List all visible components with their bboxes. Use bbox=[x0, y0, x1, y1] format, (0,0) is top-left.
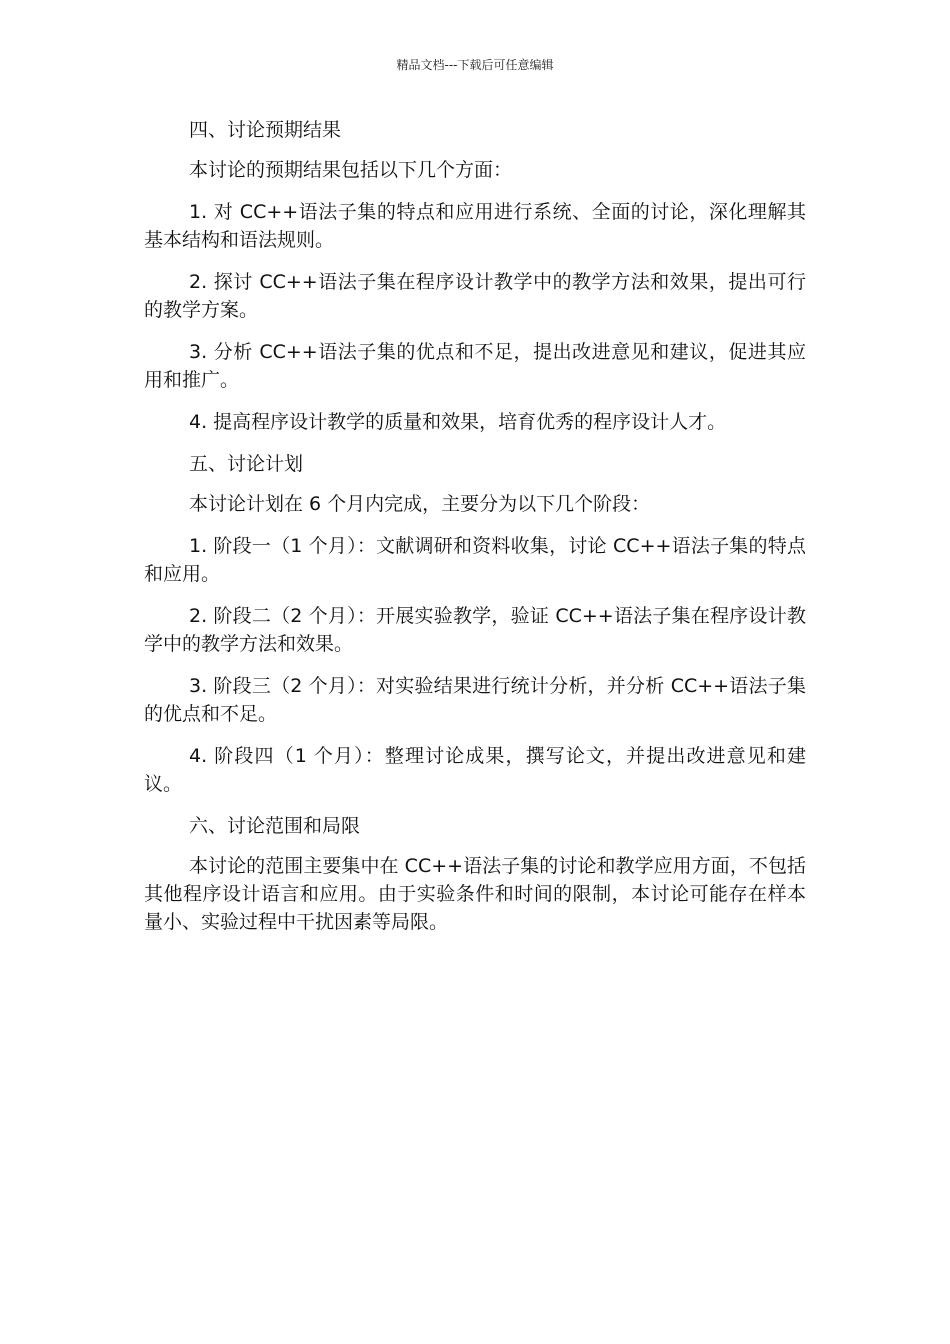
document-body bbox=[144, 116, 806, 950]
page-header: 精品文档---下载后可任意编辑 bbox=[396, 58, 554, 72]
section-heading-expected-results: 四、讨论预期结果 bbox=[189, 119, 342, 141]
section-heading-scope: 六、讨论范围和局限 bbox=[189, 815, 361, 837]
list-item-expected-4: 4. 提高程序设计教学的质量和效果，培育优秀的程序设计人才。 bbox=[189, 411, 727, 433]
section-heading-plan: 五、讨论计划 bbox=[189, 453, 304, 475]
list-item-expected-2: 2. 探讨 CC++语法子集在程序设计教学中的教学方法和效果，提出可行的教学方案。 bbox=[144, 271, 806, 321]
list-item-expected-1: 1. 对 CC++语法子集的特点和应用进行系统、全面的讨论，深化理解其基本结构和语法规则。 bbox=[144, 201, 806, 251]
list-item-plan-4: 4. 阶段四（1 个月）：整理讨论成果，撰写论文，并提出改进意见和建议。 bbox=[144, 745, 806, 795]
list-item-expected-3: 3. 分析 CC++语法子集的优点和不足，提出改进意见和建议，促进其应用和推广。 bbox=[144, 341, 806, 391]
list-item-plan-1: 1. 阶段一（1 个月）：文献调研和资料收集，讨论 CC++语法子集的特点和应用。 bbox=[144, 535, 806, 585]
paragraph-scope: 本讨论的范围主要集中在 CC++语法子集的讨论和教学应用方面，不包括其他程序设计语言和应用。由于实验条件和时间的限制，本讨论可能存在样本量小、实验过程中干扰因素等局限。 bbox=[144, 855, 806, 933]
paragraph-intro-plan: 本讨论计划在 6 个月内完成，主要分为以下几个阶段： bbox=[189, 493, 651, 515]
list-item-plan-2: 2. 阶段二（2 个月）：开展实验教学，验证 CC++语法子集在程序设计教学中的教学方法和效果。 bbox=[144, 605, 806, 655]
list-item-plan-3: 3. 阶段三（2 个月）：对实验结果进行统计分析，并分析 CC++语法子集的优点和不足。 bbox=[144, 675, 806, 725]
paragraph-intro-expected: 本讨论的预期结果包括以下几个方面： bbox=[189, 159, 513, 181]
